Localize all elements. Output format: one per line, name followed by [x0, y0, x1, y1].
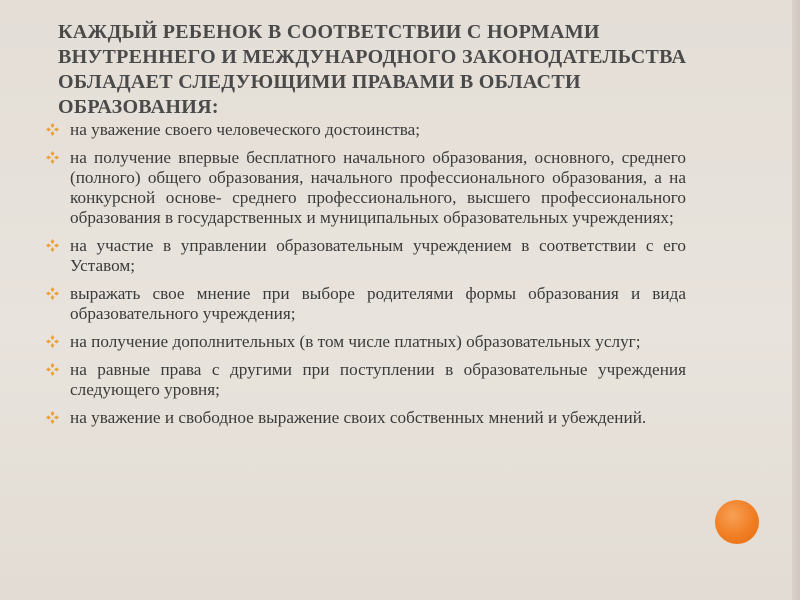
list-item	[46, 236, 686, 276]
bullet-text: на получение впервые бесплатного начального образования, основного, среднего (полного) общего образования, начального профессионального образования, а на конкурсной основе- среднего профессионального, высшего профессионального образования в государственных и муниципальных образовательных учреждениях;	[70, 148, 686, 227]
four-diamond-bullet-icon	[46, 287, 59, 300]
bullet-list	[46, 120, 686, 436]
bullet-text: на равные права с другими при поступлении в образовательные учреждения следующего уровня;	[70, 360, 686, 399]
list-item	[46, 360, 686, 400]
list-item	[46, 408, 686, 428]
slide-title: КАЖДЫЙ РЕБЕНОК В СООТВЕТСТВИИ С НОРМАМИ ВНУТРЕННЕГО И МЕЖДУНАРОДНОГО ЗАКОНОДАТЕЛЬСТВА ОБЛАДАЕТ СЛЕДУЮЩИМИ ПРАВАМИ В ОБЛАСТИ ОБРАЗОВАНИЯ:	[58, 21, 687, 118]
bullet-text: на уважение и свободное выражение своих собственных мнений и убеждений.	[70, 408, 647, 427]
list-item	[46, 120, 686, 140]
four-diamond-bullet-icon	[46, 151, 59, 164]
four-diamond-bullet-icon	[46, 239, 59, 252]
list-item	[46, 148, 686, 228]
four-diamond-bullet-icon	[46, 363, 59, 376]
four-diamond-bullet-icon	[46, 123, 59, 136]
list-item	[46, 284, 686, 324]
bullet-text: на участие в управлении образовательным учреждением в соответствии с его Уставом;	[70, 236, 686, 275]
bullet-text: на уважение своего человеческого достоинства;	[70, 120, 421, 139]
bullet-text: выражать свое мнение при выборе родителями формы образования и вида образовательного учреждения;	[70, 284, 686, 323]
list-item	[46, 332, 686, 352]
right-edge-band	[792, 0, 800, 600]
bullet-text: на получение дополнительных (в том числе платных) образовательных услуг;	[70, 332, 641, 351]
orange-circle-decoration	[715, 500, 759, 544]
four-diamond-bullet-icon	[46, 335, 59, 348]
four-diamond-bullet-icon	[46, 411, 59, 424]
